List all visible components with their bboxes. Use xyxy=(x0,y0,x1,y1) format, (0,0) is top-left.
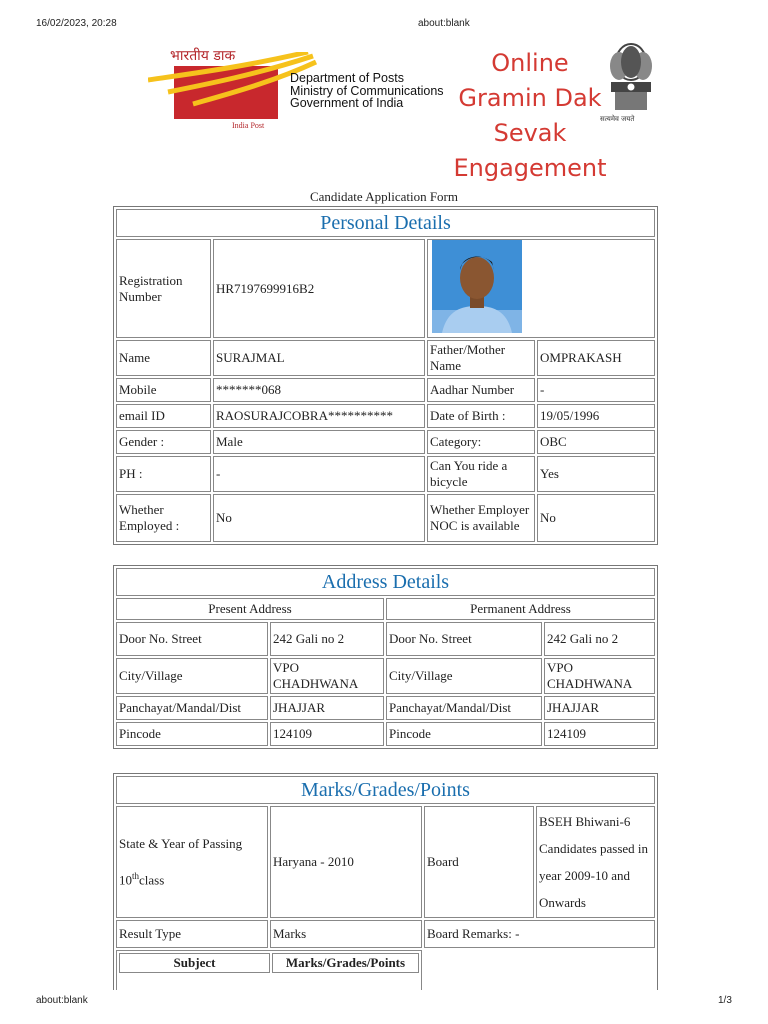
ph-label: PH : xyxy=(116,456,211,492)
bicycle-label: Can You ride a bicycle xyxy=(427,456,535,492)
address-row-label: Pincode xyxy=(386,722,542,746)
address-row-permanent: 242 Gali no 2 xyxy=(544,622,655,656)
board-value: BSEH Bhiwani-6 Candidates passed in year 2009-10 and Onwards xyxy=(536,806,655,918)
subject-marks-cell xyxy=(116,950,422,990)
title-line-4: Engagement xyxy=(453,154,607,182)
address-row-label: Panchayat/Mandal/Dist xyxy=(386,696,542,720)
department-text xyxy=(290,72,444,110)
title-line-1: Online xyxy=(491,49,569,77)
footer-url: about:blank xyxy=(36,995,88,1006)
permanent-address-heading: Permanent Address xyxy=(386,598,655,620)
dept-line-2: Ministry of Communications xyxy=(290,83,444,98)
address-row-present: JHAJJAR xyxy=(270,696,384,720)
email-label: email ID xyxy=(116,404,211,428)
result-type-label: Result Type xyxy=(116,920,268,948)
result-type-value: Marks xyxy=(270,920,422,948)
marks-header: Marks/Grades/Points xyxy=(272,953,419,973)
address-row-permanent: JHAJJAR xyxy=(544,696,655,720)
title-line-2: Gramin Dak xyxy=(458,84,602,112)
footer-page-number: 1/3 xyxy=(718,995,732,1006)
logo-india-post-text: India Post xyxy=(232,121,265,130)
employed-label: Whether Employed : xyxy=(116,494,211,542)
state-year-value: Haryana - 2010 xyxy=(270,806,422,918)
noc-label: Whether Employer NOC is available xyxy=(427,494,535,542)
national-emblem-icon xyxy=(605,40,657,114)
name-value: SURAJMAL xyxy=(213,340,425,376)
address-row-present: 242 Gali no 2 xyxy=(270,622,384,656)
emblem-motto: सत्यमेव जयते xyxy=(600,115,635,123)
present-address-heading: Present Address xyxy=(116,598,384,620)
bicycle-value: Yes xyxy=(537,456,655,492)
marks-section xyxy=(113,773,658,990)
noc-value: No xyxy=(537,494,655,542)
aadhar-value: - xyxy=(537,378,655,402)
marks-heading: Marks/Grades/Points xyxy=(116,776,655,804)
print-url: about:blank xyxy=(418,18,470,29)
personal-details-section xyxy=(113,206,658,545)
ph-value: - xyxy=(213,456,425,492)
father-value: OMPRAKASH xyxy=(537,340,655,376)
address-row-permanent: 124109 xyxy=(544,722,655,746)
address-row-label: City/Village xyxy=(386,658,542,694)
title-line-3: Sevak xyxy=(493,119,567,147)
address-row-permanent: VPO CHADHWANA xyxy=(544,658,655,694)
aadhar-label: Aadhar Number xyxy=(427,378,535,402)
state-year-label-sup: th xyxy=(132,870,140,881)
logo-hindi-text: भारतीय डाक xyxy=(170,48,236,64)
gender-value: Male xyxy=(213,430,425,454)
address-row-label: Panchayat/Mandal/Dist xyxy=(116,696,268,720)
state-year-label xyxy=(116,806,268,918)
reg-label: Registration Number xyxy=(116,239,211,338)
address-row-label: Door No. Street xyxy=(116,622,268,656)
state-year-label-suffix: class xyxy=(139,872,165,888)
address-row-label: City/Village xyxy=(116,658,268,694)
page-title xyxy=(449,46,611,186)
address-row-present: 124109 xyxy=(270,722,384,746)
print-datetime: 16/02/2023, 20:28 xyxy=(36,18,117,29)
personal-details-heading: Personal Details xyxy=(116,209,655,237)
photo-cell xyxy=(427,239,655,338)
state-year-label-text: State & Year of Passing 10 xyxy=(119,835,243,888)
reg-value: HR7197699916B2 xyxy=(213,239,425,338)
dob-label: Date of Birth : xyxy=(427,404,535,428)
subject-header: Subject xyxy=(119,953,270,973)
father-label: Father/Mother Name xyxy=(427,340,535,376)
address-row-present: VPO CHADHWANA xyxy=(270,658,384,694)
name-label: Name xyxy=(116,340,211,376)
address-details-heading: Address Details xyxy=(116,568,655,596)
address-row-label: Pincode xyxy=(116,722,268,746)
candidate-photo xyxy=(432,240,522,333)
form-title: Candidate Application Form xyxy=(309,189,459,204)
dept-line-1: Department of Posts xyxy=(290,71,404,85)
category-value: OBC xyxy=(537,430,655,454)
subject-marks-table xyxy=(117,951,421,975)
employed-value: No xyxy=(213,494,425,542)
address-row-label: Door No. Street xyxy=(386,622,542,656)
dept-line-3: Government of India xyxy=(290,96,404,110)
address-details-section xyxy=(113,565,658,749)
mobile-value: *******068 xyxy=(213,378,425,402)
mobile-label: Mobile xyxy=(116,378,211,402)
board-label: Board xyxy=(424,806,534,918)
dob-value: 19/05/1996 xyxy=(537,404,655,428)
board-remarks: Board Remarks: - xyxy=(424,920,655,948)
category-label: Category: xyxy=(427,430,535,454)
gender-label: Gender : xyxy=(116,430,211,454)
email-value: RAOSURAJCOBRA********** xyxy=(213,404,425,428)
